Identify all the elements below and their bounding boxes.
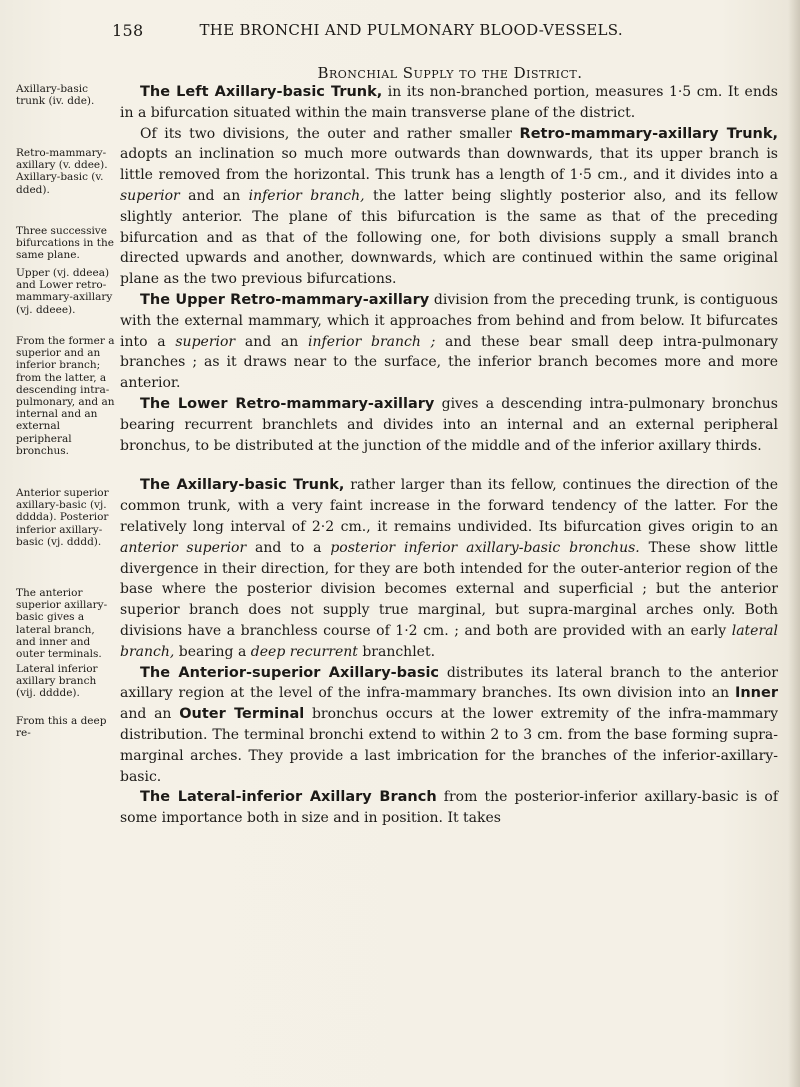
running-title: THE BRONCHI AND PULMONARY BLOOD-VESSELS. xyxy=(199,21,623,39)
paragraph-text: division from the preceding trunk, is contiguous with the external mammary, which it approaches from behind and from below. It bifurcates into a xyxy=(120,291,778,350)
paragraph-heading: Retro-mammary-axillary Trunk, xyxy=(519,125,778,142)
page-number: 158 xyxy=(112,21,144,40)
paragraph-text: rather larger than its fellow, continues the direction of the common trunk, with a very faint increase in the forward tendency of the latter. For the relatively long interval of 2·2 cm., it remains undivided. Its bifurcation gives origin to an xyxy=(120,477,779,535)
margin-note: Retro-mammary-axillary (v. ddee). Axillary-basic (v. dded). xyxy=(16,147,108,196)
page-edge-shadow xyxy=(788,0,800,1087)
paragraph-text: the latter being slightly posterior also, and its fellow slightly anterior. The plane of this bifurcation is the same as that of the preceding bifurcation and as that of the following one, for both divisions supply a small branch directed upwards and another, downwards, which are continued within the same original plane as the two previous bifurcations. xyxy=(120,187,778,288)
running-header xyxy=(112,21,772,40)
margin-note: The anterior superior axillary-basic gives a lateral branch, and inner and outer terminals. xyxy=(16,587,108,661)
paragraph-heading: The Axillary-basic Trunk, xyxy=(140,477,345,494)
paragraph-heading: The Upper Retro-mammary-axillary xyxy=(140,291,430,308)
paragraph-heading: The Left Axillary-basic Trunk, xyxy=(140,84,383,100)
margin-note: From the former a superior and an inferior branch; from the latter, a descending intra-pulmonary, and an internal and an external peripheral bronchus. xyxy=(16,335,115,457)
paragraph-text: and to a xyxy=(246,539,331,556)
italic-term: superior xyxy=(175,333,236,350)
paragraph-text: distributes its lateral branch to the anterior axillary region at the level of the infra-mammary branches. Its own division into an xyxy=(120,664,778,702)
italic-term: posterior inferior axillary-basic bronchus. xyxy=(330,539,640,556)
paragraph-text: and these bear small deep intra-pulmonary branches ; as it draws near to the surface, the inferior branch becomes more and more anterior. xyxy=(120,333,779,392)
paragraph-heading: The Lower Retro-mammary-axillary xyxy=(140,395,435,412)
paragraph-text: gives a descending intra-pulmonary bronchus bearing recurrent branchlets and divides into an internal and an external peripheral bronchus, to be distributed at the junction of the middle and of the inferior axillary thirds. xyxy=(120,395,778,454)
paragraph-text: and an xyxy=(120,706,180,723)
paragraph-text: bronchus occurs at the lower extremity of the infra-mammary distribution. The terminal bronchi extend to within 2 to 3 cm. from the base forming supra-marginal arches. They provide a last imbrication for the branches of the inferior-axillary-basic. xyxy=(120,706,778,785)
paragraph xyxy=(120,475,778,662)
paragraph xyxy=(120,290,778,394)
paragraph-heading: Inner xyxy=(734,685,778,702)
italic-term: lateral branch, xyxy=(120,622,778,660)
paragraph-text: from the posterior-inferior axillary-basic is of some importance both in size and in position. It takes xyxy=(120,789,778,827)
paragraph-text: bearing a xyxy=(174,643,251,660)
paragraph-heading: Outer Terminal xyxy=(179,706,305,723)
italic-term: inferior branch ; xyxy=(308,333,436,350)
paragraph-text: and an xyxy=(235,333,309,350)
body-text xyxy=(120,82,778,829)
paragraph-heading: The Lateral-inferior Axillary Branch xyxy=(140,789,437,806)
section-title: Bronchial Supply to the District. xyxy=(317,64,583,82)
italic-term: superior xyxy=(120,187,180,204)
margin-note: Three successive bifurcations in the same plane. xyxy=(16,225,114,262)
paragraph xyxy=(120,82,778,124)
margin-note: Anterior superior axillary-basic (vj. dddda). Posterior inferior axillary-basic (vj. dddd). xyxy=(16,487,109,548)
margin-note: Axillary-basic trunk (iv. dde). xyxy=(16,83,95,108)
margin-note: Lateral inferior axillary branch (vij. dddde). xyxy=(16,663,98,700)
margin-note: Upper (vj. ddeea) and Lower retro-mammary-axillary (vj. ddeee). xyxy=(16,267,113,316)
paragraph xyxy=(120,124,778,290)
italic-term: inferior branch, xyxy=(248,187,365,204)
paragraph xyxy=(120,663,778,788)
paragraph-heading: The Anterior-superior Axillary-basic xyxy=(140,664,440,681)
italic-term: anterior superior xyxy=(120,539,247,556)
paragraph-text: branchlet. xyxy=(357,643,436,660)
paragraph-text: adopts an inclination so much more outwards than downwards, that its upper branch is little removed from the horizontal. This trunk has a length of 1·5 cm., and it divides into a xyxy=(120,146,778,184)
margin-note: From this a deep re- xyxy=(16,715,107,740)
paragraph-text: in its non-branched portion, measures 1·5 cm. It ends in a bifurcation situated within the main transverse plane of the district. xyxy=(120,84,778,121)
paragraph xyxy=(120,787,778,829)
paragraph-text: Of its two divisions, the outer and rather smaller xyxy=(140,125,520,142)
paragraph-text: and an xyxy=(179,187,249,204)
paragraph-text: These show little divergence in their direction, for they are both intended for the outer-anterior region of the base where the posterior division becomes external and superficial ; but the anterior superior branch does not supply true marginal, but supra-marginal arches only. Both divisions have a branchless course of 1·2 cm. ; and both are provided with an early xyxy=(120,539,779,639)
paragraph xyxy=(120,394,778,456)
italic-term: deep recurrent xyxy=(250,643,358,660)
